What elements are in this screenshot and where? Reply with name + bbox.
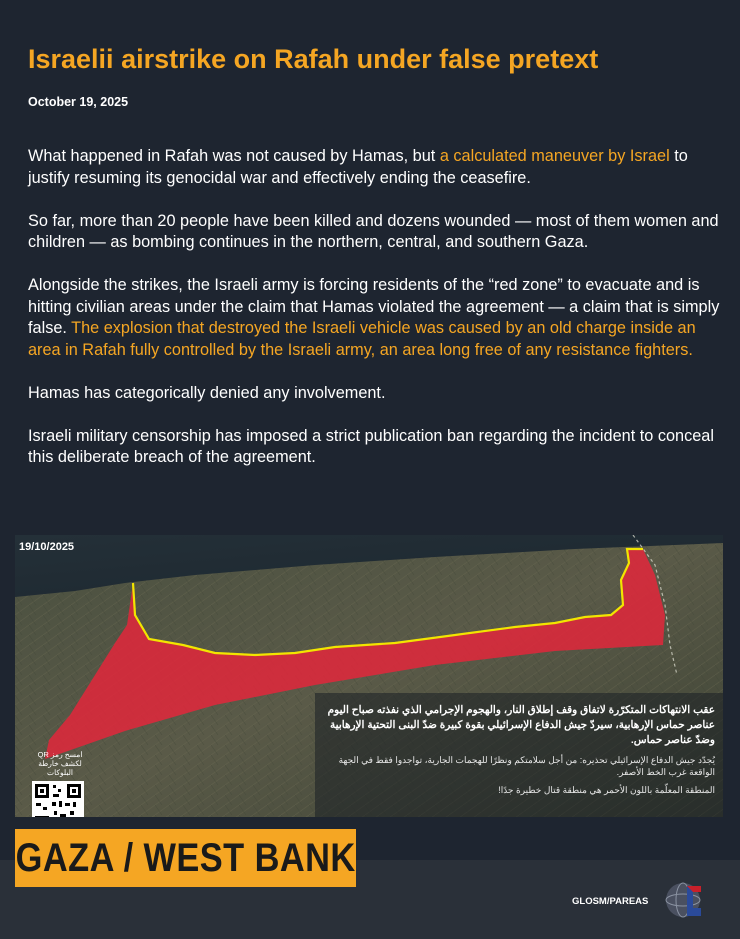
- p3-text-a: Alongside the strikes, the Israeli army is forcing residents of the “red zone” to evacuate and is hitting civilian areas under the claim that Hamas violated the agreement — a claim that is simply false.: [28, 276, 720, 337]
- map-date: 19/10/2025: [19, 541, 75, 553]
- qr-pattern: [32, 781, 84, 817]
- caption-warning: يُجدّد جيش الدفاع الإسرائيلي تحذيره: من أجل سلامتكم ونظرًا للهجمات الجارية، تواجدوا فقط في الجهة الواقعة غرب الخط الأصفر.: [338, 755, 715, 777]
- map-caption: [315, 703, 715, 796]
- caption-main: عقب الانتهاكات المتكرّرة لاتفاق وقف إطلاق النار، والهجوم الإجرامي الذي نفذته صباح اليوم عناصر حماس الإرهابية، سيردّ جيش الدفاع الإسرائيلي بقوة كبيرة ضدّ البنى التحتية الإرهابية وضدّ عناصر حماس.: [327, 704, 715, 746]
- p1-text-b: to justify resuming its genocidal war and effectively ending the ceasefire.: [28, 147, 688, 187]
- paragraph-5: Israeli military censorship has imposed a strict publication ban regarding the incident to conceal this deliberate breach of the agreement.: [28, 426, 714, 466]
- publish-date: October 19, 2025: [28, 95, 129, 109]
- globe-logo-icon: [663, 878, 707, 922]
- p3-highlight: The explosion that destroyed the Israeli vehicle was caused by an old charge inside an area in Rafah fully controlled by the Israeli army, an area long free of any resistance fighters.: [28, 319, 696, 359]
- p1-highlight: a calculated maneuver by Israel: [439, 147, 670, 165]
- section-label: GAZA / WEST BANK: [15, 835, 356, 880]
- qr-code[interactable]: [32, 781, 84, 817]
- paragraph-2: So far, more than 20 people have been killed and dozens wounded — most of them women and children — as bombing continues in the northern, central, and southern Gaza.: [28, 211, 719, 251]
- page-title: Israelii airstrike on Rafah under false pretext: [28, 44, 599, 74]
- paragraph-3: [28, 275, 723, 361]
- caption-red-zone-note: المنطقة المعلّمة باللون الأحمر هي منطقة قتال خطيرة جدًا!: [498, 785, 715, 795]
- qr-label: امسح رمز QR لكشف خارطة البلوكات: [37, 750, 83, 777]
- evacuation-map-image: [15, 535, 723, 817]
- article-body: [28, 146, 723, 490]
- paragraph-4: Hamas has categorically denied any involvement.: [28, 383, 386, 402]
- paragraph-1: [28, 146, 723, 189]
- credit-text: GLOSM/PAREAS: [572, 896, 649, 907]
- p1-text-a: What happened in Rafah was not caused by Hamas, but: [28, 147, 440, 165]
- section-badge: [15, 829, 356, 887]
